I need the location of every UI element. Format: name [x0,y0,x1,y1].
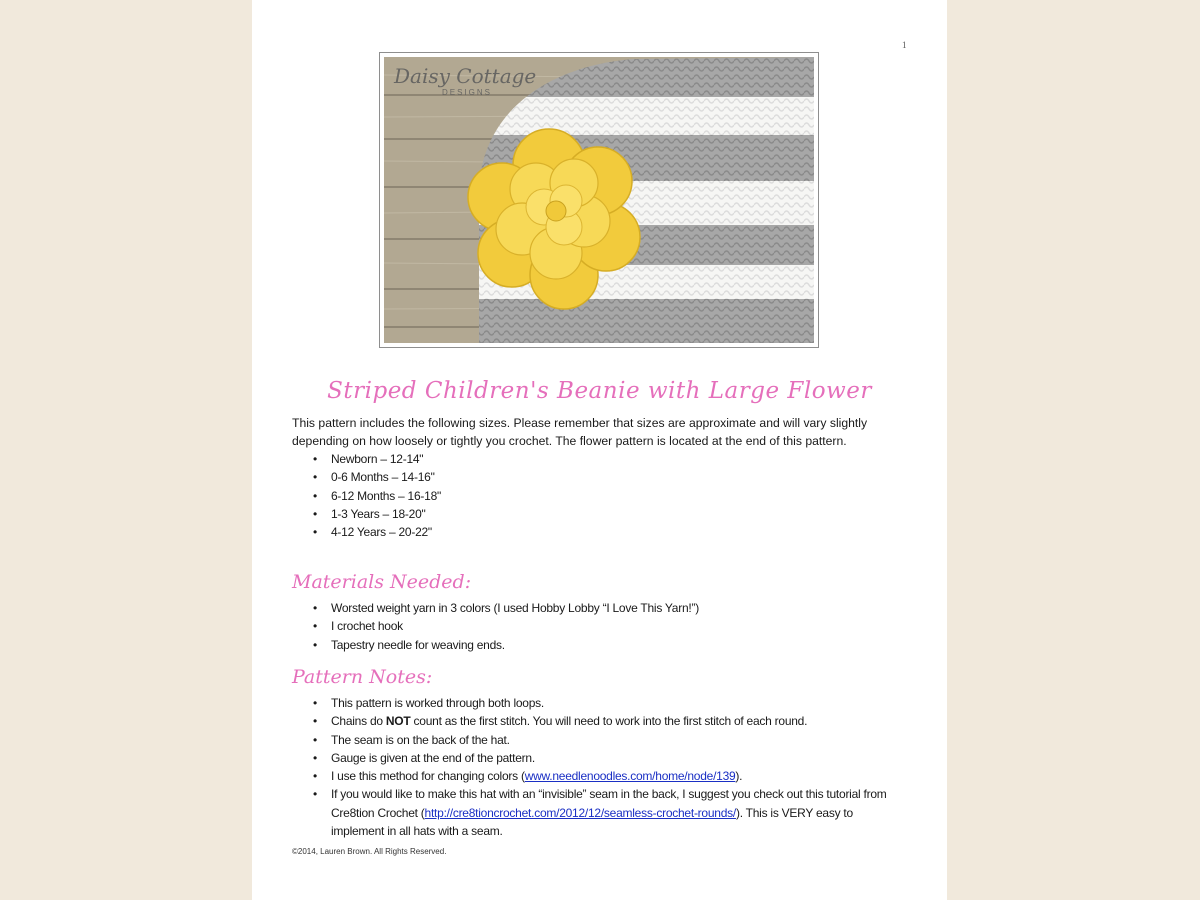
list-item [292,785,908,840]
beanie-photo-image [384,57,814,343]
list-item: • Worsted weight yarn in 3 colors (I used Hobby Lobby “I Love This Yarn!”) [292,599,908,617]
document-page [252,0,947,900]
cre8tion-crochet-link[interactable]: http://cre8tioncrochet.com/2012/12/seamless-crochet-rounds/ [424,805,736,820]
list-item: • 0-6 Months – 14-16" [292,468,908,486]
note-emphasis: NOT [385,714,411,729]
pattern-notes-heading: Pattern Notes: [292,666,433,688]
list-item: • 4-12 Years – 20-22" [292,523,908,541]
list-item: • This pattern is worked through both loops. [292,694,908,712]
beanie-photo [379,52,819,348]
list-item: • 6-12 Months – 16-18" [292,487,908,505]
note-text: ). [735,769,743,784]
needlenoodles-link[interactable]: www.needlenoodles.com/home/node/139 [524,769,736,784]
list-item: • Tapestry needle for weaving ends. [292,636,908,654]
pattern-title: Striped Children's Beanie with Large Flower [327,378,872,404]
list-item [292,712,908,730]
pattern-notes-list [292,694,908,840]
list-item: • 1-3 Years – 18-20" [292,505,908,523]
note-text: Chains do [331,714,386,729]
list-item: • The seam is on the back of the hat. [292,731,908,749]
note-text: If you would like to make this hat with an “invisible” seam in the back, I suggest you check out this tutorial from Cre8tion Crochet ( [331,787,887,820]
page-number: 1 [902,40,907,50]
note-text: count as the first stitch. You will need to work into the first stitch of each round. [410,714,808,729]
materials-heading: Materials Needed: [292,571,472,593]
materials-list [292,599,908,654]
watermark-subtitle: DESIGNS [442,88,493,97]
list-item: • I crochet hook [292,617,908,635]
list-item: • Gauge is given at the end of the pattern. [292,749,908,767]
list-item [292,767,908,785]
note-text: ). This is VERY easy to implement in all hats with a seam. [331,805,853,839]
intro-paragraph: This pattern includes the following sizes. Please remember that sizes are approximate and will vary slightly depending on how loosely or tightly you crochet. The flower pattern is located at the end of this pattern. [292,416,868,449]
note-text: I use this method for changing colors ( [331,769,525,784]
watermark-logo: Daisy Cottage [394,64,537,88]
sizes-list [292,450,908,541]
copyright-notice: ©2014, Lauren Brown. All Rights Reserved. [292,847,447,856]
list-item: • Newborn – 12-14" [292,450,908,468]
